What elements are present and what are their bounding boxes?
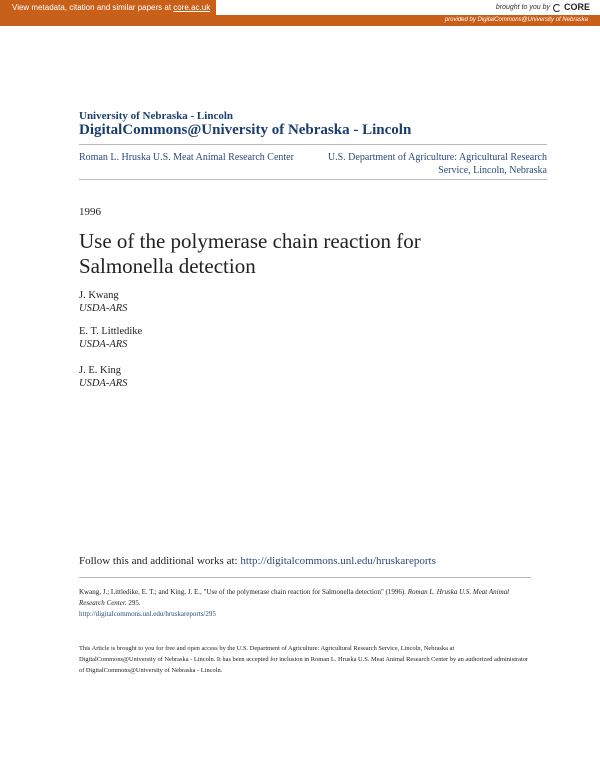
publication-year: 1996 <box>79 206 101 218</box>
follow-link[interactable]: http://digitalcommons.unl.edu/hruskareports <box>240 555 436 567</box>
citation-source: Roman L. Hruska U.S. Meat Animal Research Center. <box>79 588 510 607</box>
author-block <box>79 289 127 315</box>
citation <box>79 587 531 620</box>
core-logo-text: CORE <box>563 2 590 12</box>
collection-link-left[interactable]: Roman L. Hruska U.S. Meat Animal Research Center <box>79 152 294 163</box>
author-name: J. Kwang <box>79 290 119 301</box>
follow-line <box>79 555 436 567</box>
access-notice: This Article is brought to you for free and open access by the U.S. Department of Agriculture: Agricultural Research Service, Lincoln, Nebraska at DigitalCommons@University of Nebraska - Lincoln. It has been accepted for inclusion in Roman L. Hruska U.S. Meat Animal Research Center by an authorized administrator of DigitalCommons@University of Nebraska - Lincoln. <box>79 645 529 674</box>
core-logo-icon <box>553 3 562 12</box>
follow-label: Follow this and additional works at: <box>79 555 238 567</box>
repository-name[interactable]: DigitalCommons@University of Nebraska - Lincoln <box>79 122 412 138</box>
divider <box>79 577 531 578</box>
collection-link-right[interactable]: U.S. Department of Agriculture: Agricultural Research Service, Lincoln, Nebraska <box>327 152 547 176</box>
citation-number: 295. <box>128 599 141 607</box>
core-banner <box>0 0 600 15</box>
core-metadata-text: View metadata, citation and similar papers at <box>12 3 172 12</box>
citation-text: Kwang, J.; Littledike, E. T.; and King, J. E., "Use of the polymerase chain reaction for Salmonella detection" (1996). <box>79 588 406 596</box>
author-block <box>79 325 142 351</box>
citation-link[interactable]: http://digitalcommons.unl.edu/hruskareports/295 <box>79 610 216 618</box>
author-name: E. T. Littledike <box>79 326 143 337</box>
brought-by-text: brought to you by <box>495 3 550 11</box>
author-affiliation: USDA-ARS <box>79 378 128 389</box>
core-ac-uk-link[interactable]: core.ac.uk <box>173 3 211 12</box>
author-name: J. E. King <box>79 365 121 376</box>
core-metadata-link-bar[interactable] <box>0 0 216 15</box>
divider <box>79 144 547 145</box>
author-affiliation: USDA-ARS <box>79 339 128 350</box>
provided-by-bar[interactable] <box>0 15 600 26</box>
provided-by-text: provided by DigitalCommons@University of Nebraska <box>444 17 588 23</box>
author-block <box>79 364 127 390</box>
institution-name[interactable]: University of Nebraska - Lincoln <box>79 110 233 122</box>
core-logo[interactable] <box>553 2 590 12</box>
divider <box>79 179 547 180</box>
core-brought-by <box>496 2 590 12</box>
author-affiliation: USDA-ARS <box>79 303 128 314</box>
paper-title: Use of the polymerase chain reaction for Salmonella detection <box>79 229 421 278</box>
